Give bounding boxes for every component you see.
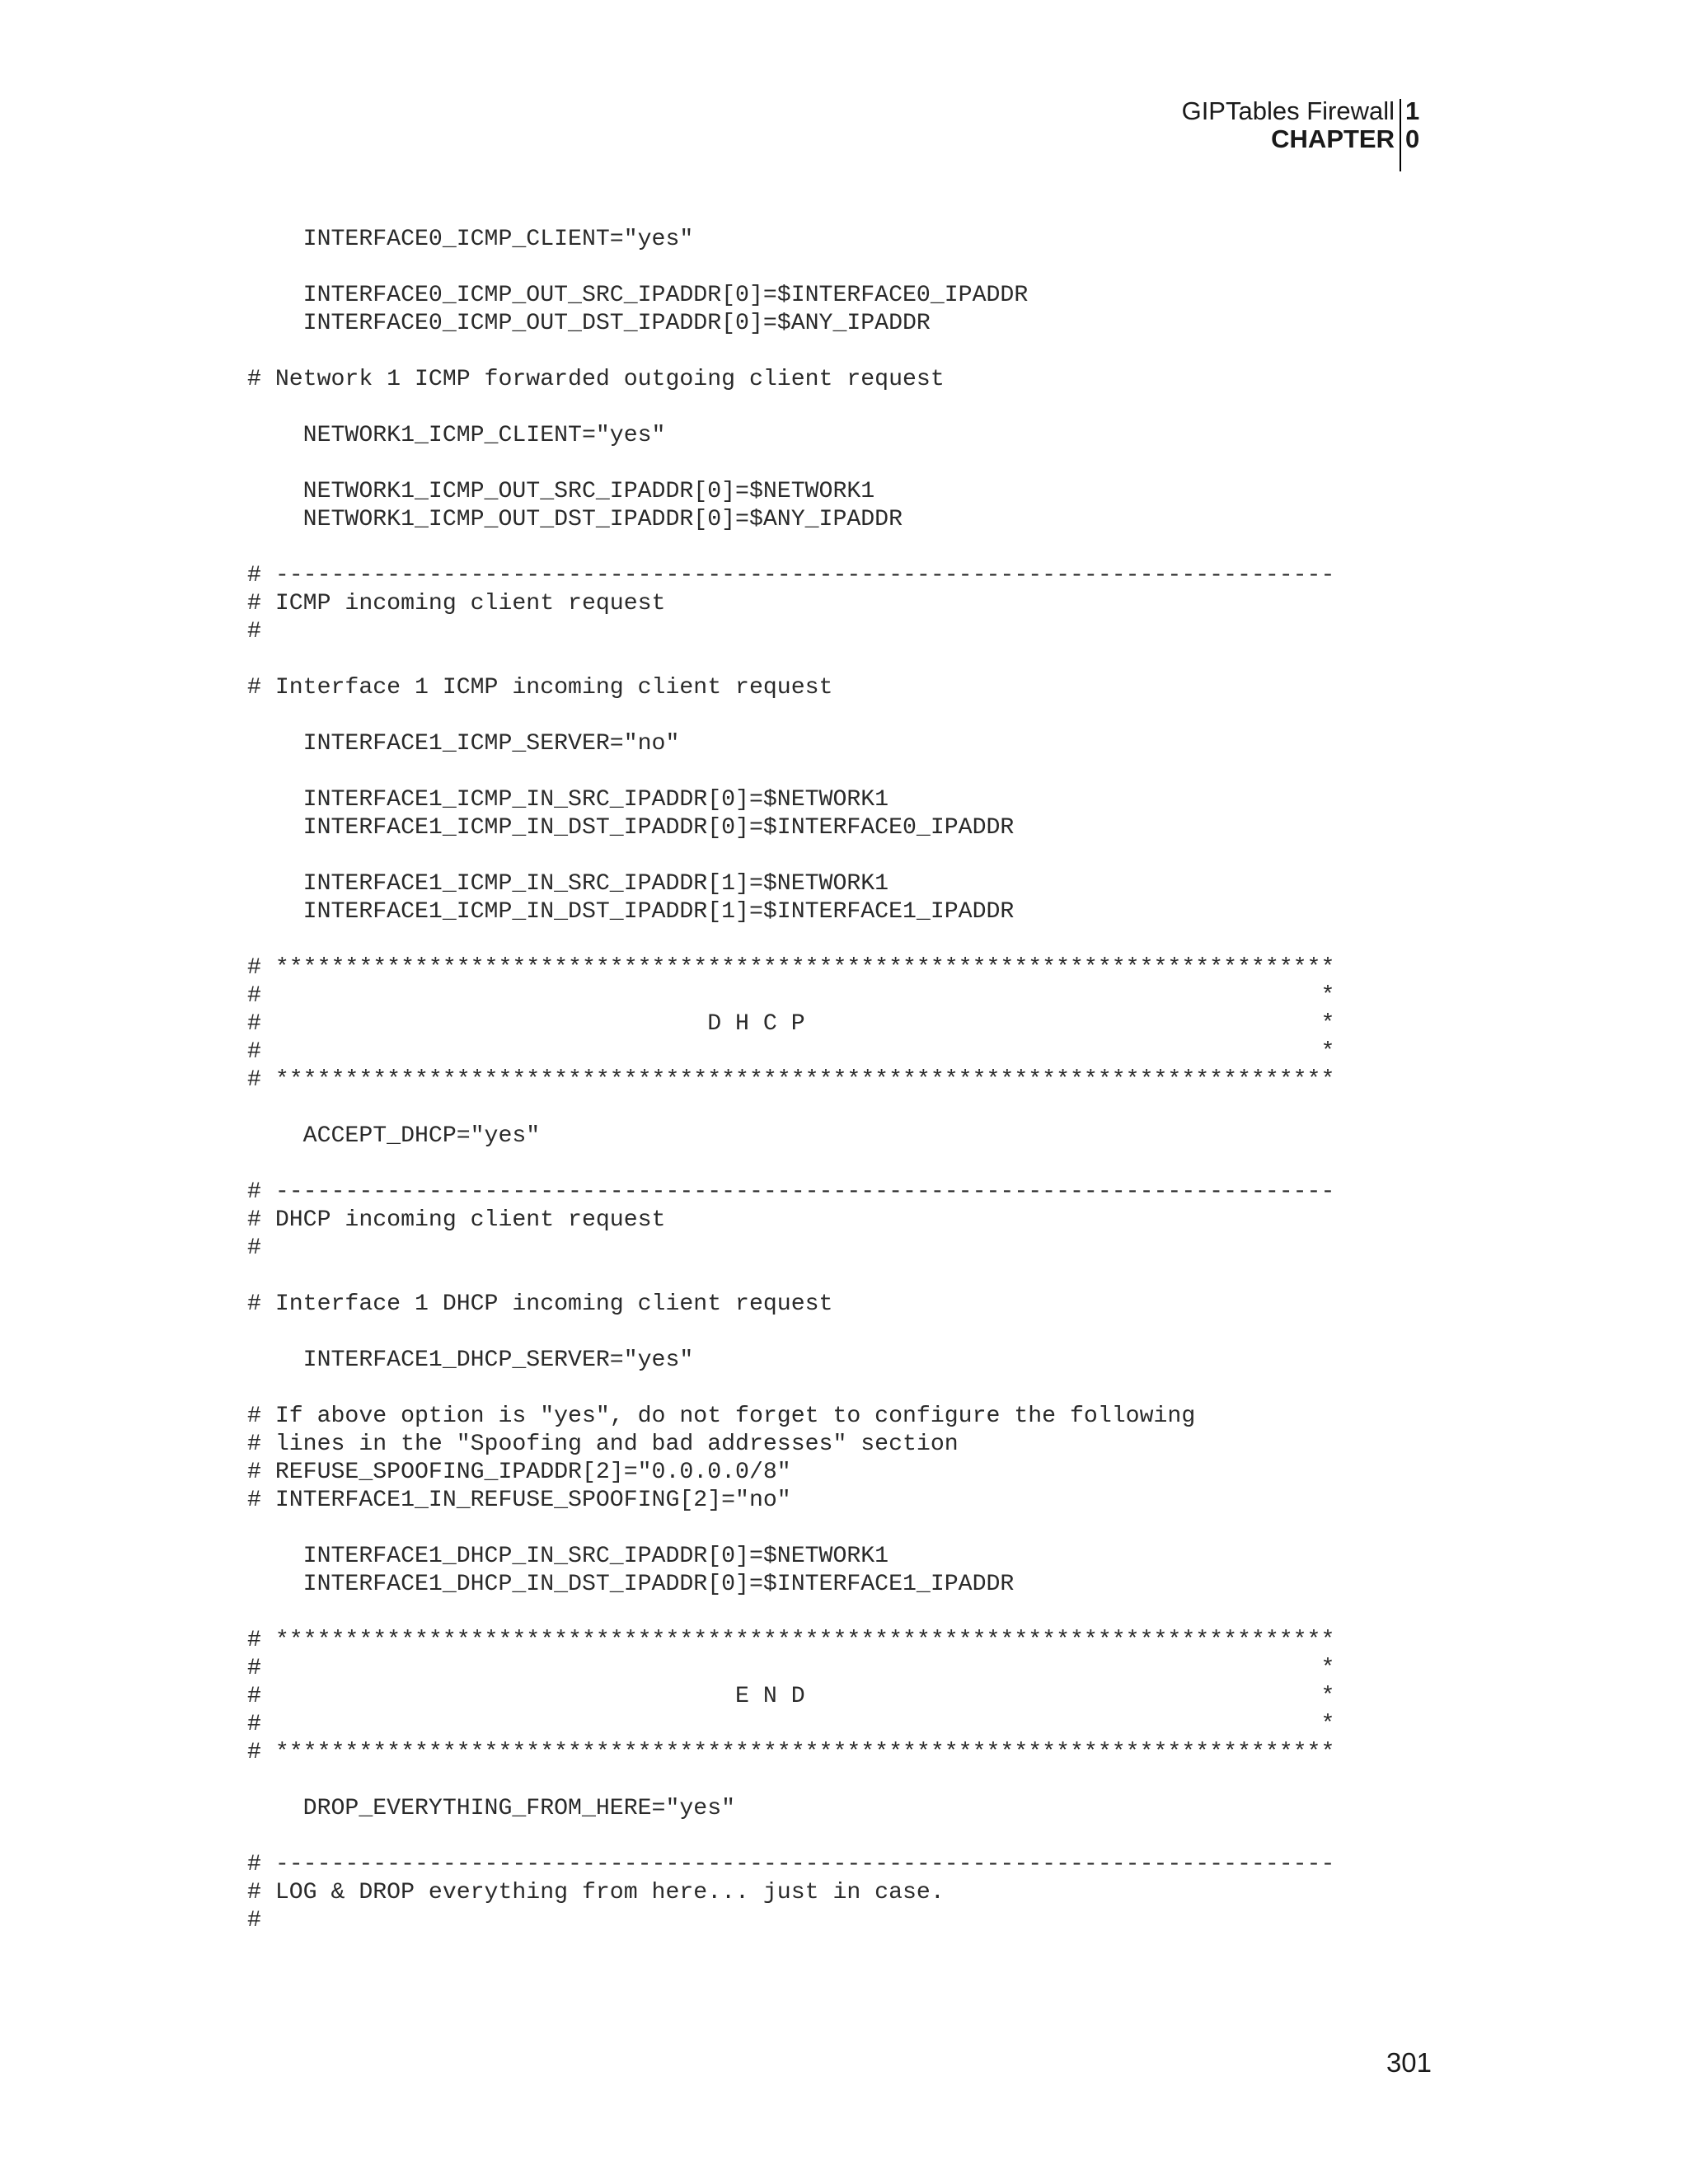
code-line <box>247 1094 1334 1122</box>
code-line: # **************************************************************************** <box>247 1067 1335 1093</box>
code-line: # <box>247 1235 261 1261</box>
code-line <box>247 1515 1334 1543</box>
code-line <box>247 534 1334 562</box>
code-line: ACCEPT_DHCP="yes" <box>247 1123 541 1149</box>
code-line <box>247 1599 1334 1627</box>
code-line: DROP_EVERYTHING_FROM_HERE="yes" <box>247 1796 736 1821</box>
code-line: INTERFACE0_ICMP_OUT_DST_IPADDR[0]=$ANY_IPADDR <box>247 311 931 336</box>
code-line: # **************************************************************************** <box>247 1740 1335 1765</box>
config-code-listing <box>247 226 1334 1935</box>
code-line: # DHCP incoming client request <box>247 1207 666 1233</box>
code-line: NETWORK1_ICMP_CLIENT="yes" <box>247 423 666 448</box>
code-line: # ---------------------------------------------------------------------------- <box>247 1852 1335 1877</box>
header-divider <box>1400 99 1401 171</box>
code-line: # D H C P * <box>247 1011 1335 1037</box>
code-line: # ICMP incoming client request <box>247 591 666 616</box>
code-line: INTERFACE1_ICMP_IN_DST_IPADDR[0]=$INTERFACE0_IPADDR <box>247 815 1015 841</box>
code-line: # INTERFACE1_IN_REFUSE_SPOOFING[2]="no" <box>247 1488 791 1513</box>
code-line: # LOG & DROP everything from here... just in case. <box>247 1880 945 1905</box>
code-line <box>247 1263 1334 1291</box>
code-line: INTERFACE1_DHCP_IN_DST_IPADDR[0]=$INTERFACE1_IPADDR <box>247 1572 1015 1597</box>
header-chapter-number <box>1405 97 1419 153</box>
chapter-number-digit-bottom: 0 <box>1405 124 1420 153</box>
code-line: # * <box>247 1712 1335 1737</box>
code-line: INTERFACE1_ICMP_IN_SRC_IPADDR[1]=$NETWORK1 <box>247 871 889 897</box>
code-line <box>247 1319 1334 1347</box>
code-line <box>247 338 1334 366</box>
code-line: # **************************************************************************** <box>247 1628 1335 1653</box>
code-line: # ---------------------------------------------------------------------------- <box>247 1179 1335 1205</box>
code-line: # * <box>247 1656 1335 1681</box>
code-line: INTERFACE1_ICMP_SERVER="no" <box>247 731 680 757</box>
code-line <box>247 1151 1334 1179</box>
code-line: # lines in the "Spoofing and bad addresses" section <box>247 1432 959 1457</box>
code-line: # ---------------------------------------------------------------------------- <box>247 563 1335 588</box>
code-line: # If above option is "yes", do not forget to configure the following <box>247 1404 1196 1429</box>
code-line: # **************************************************************************** <box>247 955 1335 981</box>
code-line <box>247 646 1334 674</box>
code-line: NETWORK1_ICMP_OUT_DST_IPADDR[0]=$ANY_IPADDR <box>247 507 903 532</box>
code-line: # Network 1 ICMP forwarded outgoing client request <box>247 367 945 392</box>
code-line <box>247 1767 1334 1795</box>
code-line: # E N D * <box>247 1684 1335 1709</box>
code-line: INTERFACE0_ICMP_CLIENT="yes" <box>247 227 694 252</box>
code-line: INTERFACE1_DHCP_SERVER="yes" <box>247 1347 694 1373</box>
code-line: NETWORK1_ICMP_OUT_SRC_IPADDR[0]=$NETWORK1 <box>247 479 875 504</box>
code-line: # <box>247 619 261 644</box>
code-line <box>247 394 1334 422</box>
code-line: # * <box>247 1039 1335 1065</box>
code-line: # <box>247 1908 261 1933</box>
code-line: # REFUSE_SPOOFING_IPADDR[2]="0.0.0.0/8" <box>247 1460 791 1485</box>
header-book-title: GIPTables Firewall <box>1181 96 1395 125</box>
page-number: 301 <box>1386 2047 1432 2078</box>
header-title-block <box>1182 97 1395 153</box>
code-line: INTERFACE1_DHCP_IN_SRC_IPADDR[0]=$NETWORK1 <box>247 1544 889 1569</box>
code-line <box>247 702 1334 730</box>
running-header <box>989 97 1418 173</box>
code-line <box>247 450 1334 478</box>
code-line <box>247 1375 1334 1403</box>
code-line: # Interface 1 DHCP incoming client request <box>247 1291 833 1317</box>
code-line <box>247 926 1334 954</box>
code-line: INTERFACE0_ICMP_OUT_SRC_IPADDR[0]=$INTERFACE0_IPADDR <box>247 283 1029 308</box>
code-line: INTERFACE1_ICMP_IN_SRC_IPADDR[0]=$NETWORK1 <box>247 787 889 813</box>
code-line: INTERFACE1_ICMP_IN_DST_IPADDR[1]=$INTERFACE1_IPADDR <box>247 899 1015 925</box>
code-line <box>247 1823 1334 1851</box>
code-line <box>247 254 1334 282</box>
code-line <box>247 842 1334 870</box>
code-line: # Interface 1 ICMP incoming client request <box>247 675 833 701</box>
code-line <box>247 758 1334 786</box>
header-chapter-label: CHAPTER <box>1271 124 1395 153</box>
chapter-number-digit-top: 1 <box>1405 96 1420 125</box>
code-line: # * <box>247 983 1335 1009</box>
